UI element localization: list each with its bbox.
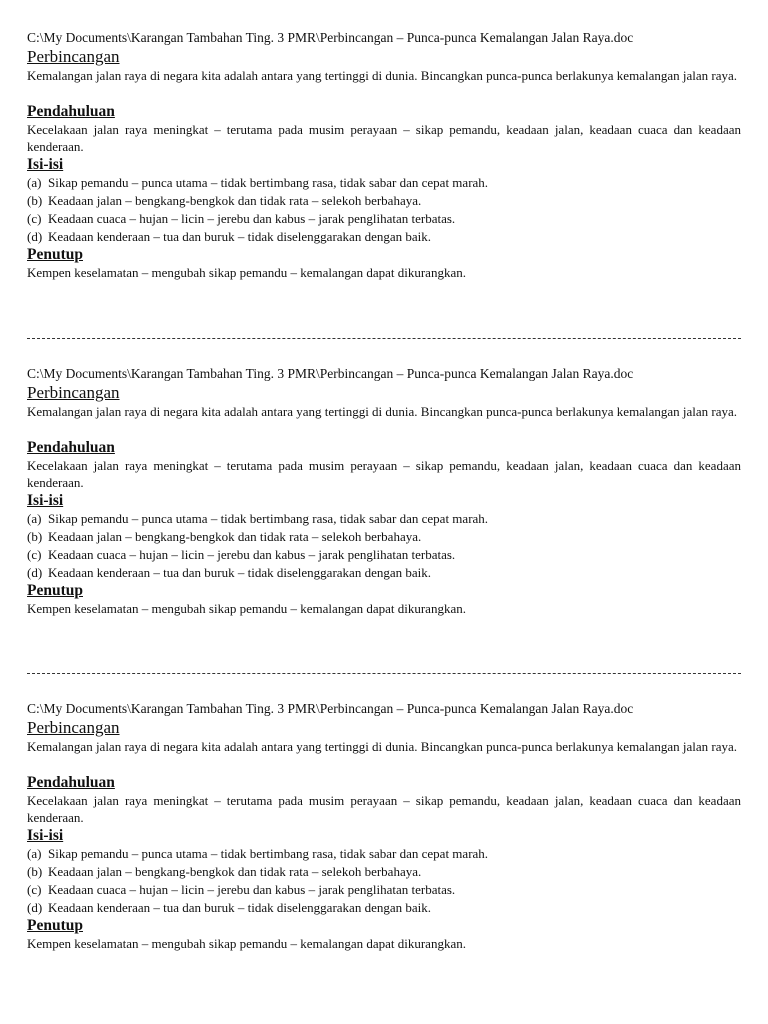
file-path: C:\My Documents\Karangan Tambahan Ting. 3 PMR\Perbincangan – Punca-punca Kemalangan Jalan Raya.doc [27, 30, 634, 45]
points-list [27, 510, 741, 582]
list-item [27, 899, 741, 917]
point-marker: (a) [27, 510, 42, 526]
point-text: Sikap pemandu – punca utama – tidak bertimbang rasa, tidak sabar dan cepat marah. [48, 174, 489, 190]
intro-text: Kecelakaan jalan raya meningkat – terutama pada musim perayaan – sikap pemandu, keadaan jalan, keadaan cuaca dan keadaan kenderaan. [27, 792, 741, 825]
point-marker: (d) [27, 564, 43, 580]
point-marker: (c) [27, 546, 42, 562]
essay-outline-2 [27, 365, 741, 617]
point-text: Sikap pemandu – punca utama – tidak bertimbang rasa, tidak sabar dan cepat marah. [48, 510, 489, 526]
list-item [27, 546, 741, 564]
intro-heading: Pendahuluan [27, 773, 115, 791]
body-heading: Isi-isi [27, 491, 64, 509]
conclusion-text: Kempen keselamatan – mengubah sikap pemandu – kemalangan dapat dikurangkan. [27, 600, 466, 616]
point-text: Keadaan cuaca – hujan – licin – jerebu dan kabus – jarak penglihatan terbatas. [48, 546, 456, 562]
essay-question: Kemalangan jalan raya di negara kita adalah antara yang tertinggi di dunia. Bincangkan punca-punca berlakunya kemalangan jalan raya. [27, 68, 737, 83]
point-text: Keadaan jalan – bengkang-bengkok dan tidak rata – selekoh berbahaya. [48, 863, 422, 879]
list-item [27, 510, 741, 528]
list-item [27, 192, 741, 210]
essay-title: Perbincangan [27, 383, 120, 402]
list-item [27, 863, 741, 881]
essay-outline-1 [27, 29, 741, 281]
intro-text: Kecelakaan jalan raya meningkat – terutama pada musim perayaan – sikap pemandu, keadaan jalan, keadaan cuaca dan keadaan kenderaan. [27, 121, 741, 154]
points-list [27, 845, 741, 917]
point-marker: (a) [27, 174, 42, 190]
list-item [27, 228, 741, 246]
conclusion-heading: Penutup [27, 581, 83, 599]
point-text: Keadaan kenderaan – tua dan buruk – tidak diselenggarakan dengan baik. [48, 228, 431, 244]
essay-title: Perbincangan [27, 47, 120, 66]
essay-question: Kemalangan jalan raya di negara kita adalah antara yang tertinggi di dunia. Bincangkan punca-punca berlakunya kemalangan jalan raya. [27, 404, 737, 419]
point-text: Sikap pemandu – punca utama – tidak bertimbang rasa, tidak sabar dan cepat marah. [48, 845, 489, 861]
essay-question: Kemalangan jalan raya di negara kita adalah antara yang tertinggi di dunia. Bincangkan punca-punca berlakunya kemalangan jalan raya. [27, 739, 737, 754]
point-marker: (b) [27, 863, 43, 879]
point-marker: (b) [27, 528, 43, 544]
intro-heading: Pendahuluan [27, 438, 115, 456]
list-item [27, 210, 741, 228]
point-marker: (a) [27, 845, 42, 861]
body-heading: Isi-isi [27, 826, 64, 844]
file-path: C:\My Documents\Karangan Tambahan Ting. 3 PMR\Perbincangan – Punca-punca Kemalangan Jalan Raya.doc [27, 701, 634, 716]
intro-heading: Pendahuluan [27, 102, 115, 120]
point-text: Keadaan kenderaan – tua dan buruk – tidak diselenggarakan dengan baik. [48, 564, 431, 580]
intro-text: Kecelakaan jalan raya meningkat – terutama pada musim perayaan – sikap pemandu, keadaan jalan, keadaan cuaca dan keadaan kenderaan. [27, 457, 741, 490]
conclusion-heading: Penutup [27, 245, 83, 263]
essay-title: Perbincangan [27, 718, 120, 737]
point-marker: (d) [27, 899, 43, 915]
point-text: Keadaan cuaca – hujan – licin – jerebu dan kabus – jarak penglihatan terbatas. [48, 881, 456, 897]
point-text: Keadaan cuaca – hujan – licin – jerebu dan kabus – jarak penglihatan terbatas. [48, 210, 456, 226]
point-text: Keadaan jalan – bengkang-bengkok dan tidak rata – selekoh berbahaya. [48, 192, 422, 208]
file-path: C:\My Documents\Karangan Tambahan Ting. 3 PMR\Perbincangan – Punca-punca Kemalangan Jalan Raya.doc [27, 366, 634, 381]
point-marker: (c) [27, 881, 42, 897]
list-item [27, 528, 741, 546]
essay-outline-3 [27, 700, 741, 952]
point-marker: (d) [27, 228, 43, 244]
conclusion-text: Kempen keselamatan – mengubah sikap pemandu – kemalangan dapat dikurangkan. [27, 264, 466, 280]
point-text: Keadaan kenderaan – tua dan buruk – tidak diselenggarakan dengan baik. [48, 899, 431, 915]
points-list [27, 174, 741, 246]
body-heading: Isi-isi [27, 155, 64, 173]
list-item [27, 845, 741, 863]
list-item [27, 174, 741, 192]
list-item [27, 881, 741, 899]
point-text: Keadaan jalan – bengkang-bengkok dan tidak rata – selekoh berbahaya. [48, 528, 422, 544]
list-item [27, 564, 741, 582]
dashed-divider [27, 338, 741, 339]
conclusion-heading: Penutup [27, 916, 83, 934]
point-marker: (c) [27, 210, 42, 226]
dashed-divider [27, 673, 741, 674]
point-marker: (b) [27, 192, 43, 208]
conclusion-text: Kempen keselamatan – mengubah sikap pemandu – kemalangan dapat dikurangkan. [27, 935, 466, 951]
